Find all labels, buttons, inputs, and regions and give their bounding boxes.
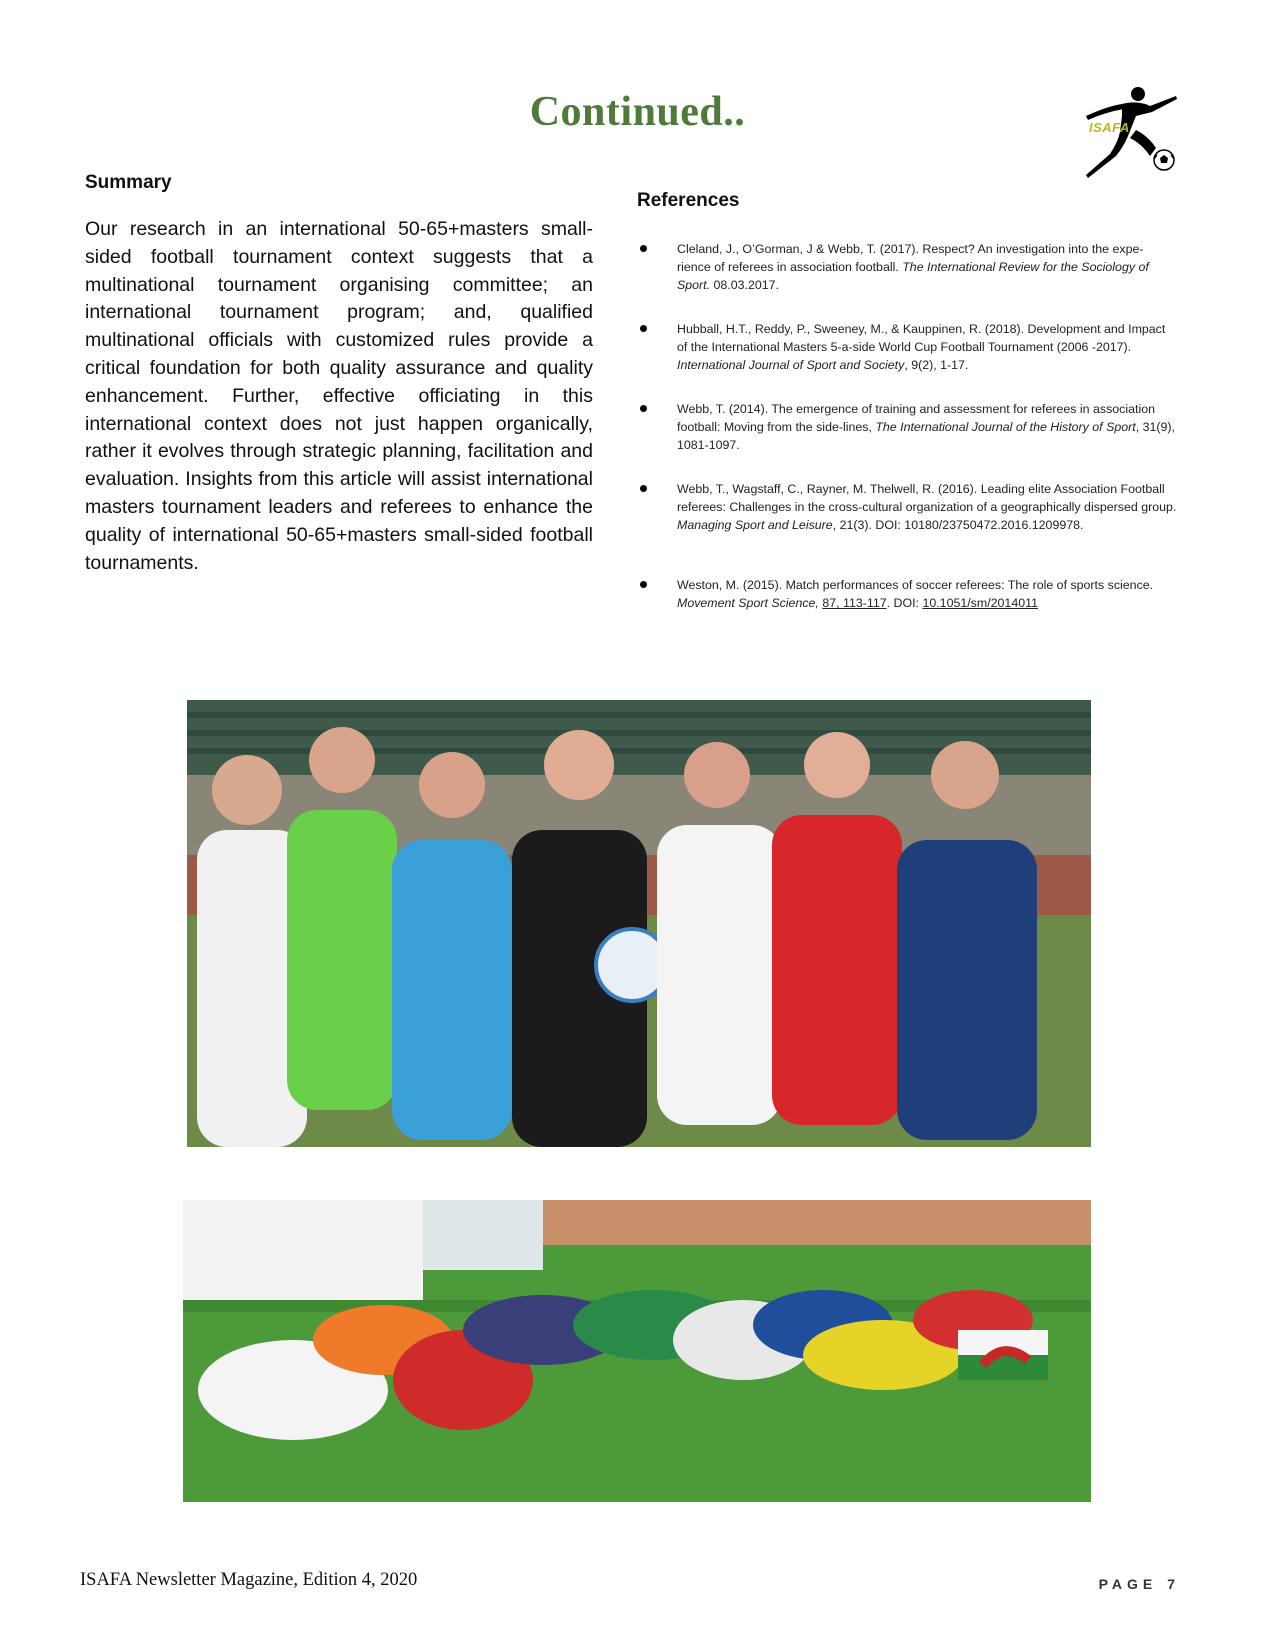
bullet-icon (640, 581, 647, 588)
reference-item (637, 320, 1177, 400)
page-title: Continued.. (529, 89, 746, 135)
references-list (637, 240, 1177, 616)
bullet-icon (640, 485, 647, 492)
bullet-icon (640, 405, 647, 412)
reference-text: Weston, M. (2015). Match performances of soccer referees: The role of sports science. (677, 578, 1154, 592)
reference-item (637, 400, 1177, 480)
footer-publication: ISAFA Newsletter Magazine, Edition 4, 2020 (80, 1570, 418, 1590)
reference-journal: Managing Sport and Leisure (677, 518, 833, 533)
reference-pages-link[interactable]: 87, 113-117 (822, 596, 887, 611)
footer-page-indicator (1099, 1576, 1180, 1592)
reference-text: Webb, T. (2014). The emergence of training and assessment for referees in association football: Moving from the side-lines, (677, 402, 1155, 435)
references-heading: References (637, 190, 740, 211)
reference-item (637, 576, 1177, 616)
reference-journal: The International Review for the Sociology of Sport. (677, 260, 1149, 293)
reference-journal: Movement Sport Science, (677, 596, 819, 611)
reference-detail: , 31(9), 1081-1097. (677, 420, 1175, 453)
page-label: PAGE (1098, 1576, 1158, 1592)
summary-body: Our research in an international 50-65+masters small-sided football tournament context suggests that a multinational tournament organising committee; an international tournament program; and, qualified multinational officials with customized rules provide a critical foundation for both quality assurance and quality enhancement. Further, effective officiating in this international context does not just happen organically, rather it evolves through strategic planning, facilitation and evaluation. Insights from this article will assist international masters tournament leaders and referees to enhance the quality of international 50-65+masters small-sided football tournaments. (85, 218, 593, 574)
reference-item (637, 480, 1177, 576)
reference-item (637, 240, 1177, 320)
reference-detail: 08.03.2017. (710, 278, 779, 293)
reference-detail: , 9(2), 1-17. (904, 358, 969, 373)
bullet-icon (640, 325, 647, 332)
reference-text: Hubball, H.T., Reddy, P., Sweeney, M., & Kauppinen, R. (2018). Development and Impact of the International Masters 5-a-side World Cup Football Tournament (2006 -2017). (677, 322, 1166, 355)
bullet-icon (640, 245, 647, 252)
reference-journal: The International Journal of the History of Sport (875, 420, 1136, 435)
logo-text: ISAFA (1089, 120, 1130, 135)
reference-detail: . DOI: (886, 596, 923, 611)
reference-journal: International Journal of Sport and Society (677, 358, 905, 373)
soccer-player-kicking-ball-icon (1078, 86, 1178, 184)
tournament-team-photo (183, 1200, 1091, 1502)
reference-text: Cleland, J., O’Gorman, J & Webb, T. (2017). Respect? An investigation into the expe-rience of referees in association football. (677, 242, 1144, 275)
referees-group-photo (187, 700, 1091, 1147)
page-number: 7 (1167, 1576, 1180, 1592)
summary-heading: Summary (85, 172, 172, 193)
reference-text: Webb, T., Wagstaff, C., Rayner, M. Thelwell, R. (2016). Leading elite Association Football referees: Challenges in the cross-cultural organization of a geographically dispersed group. (677, 482, 1177, 515)
reference-detail: , 21(3). DOI: 10180/23750472.2016.1209978. (832, 518, 1084, 533)
reference-doi-link[interactable]: 10.1051/sm/2014011 (922, 596, 1038, 611)
isafa-logo (1078, 86, 1178, 184)
